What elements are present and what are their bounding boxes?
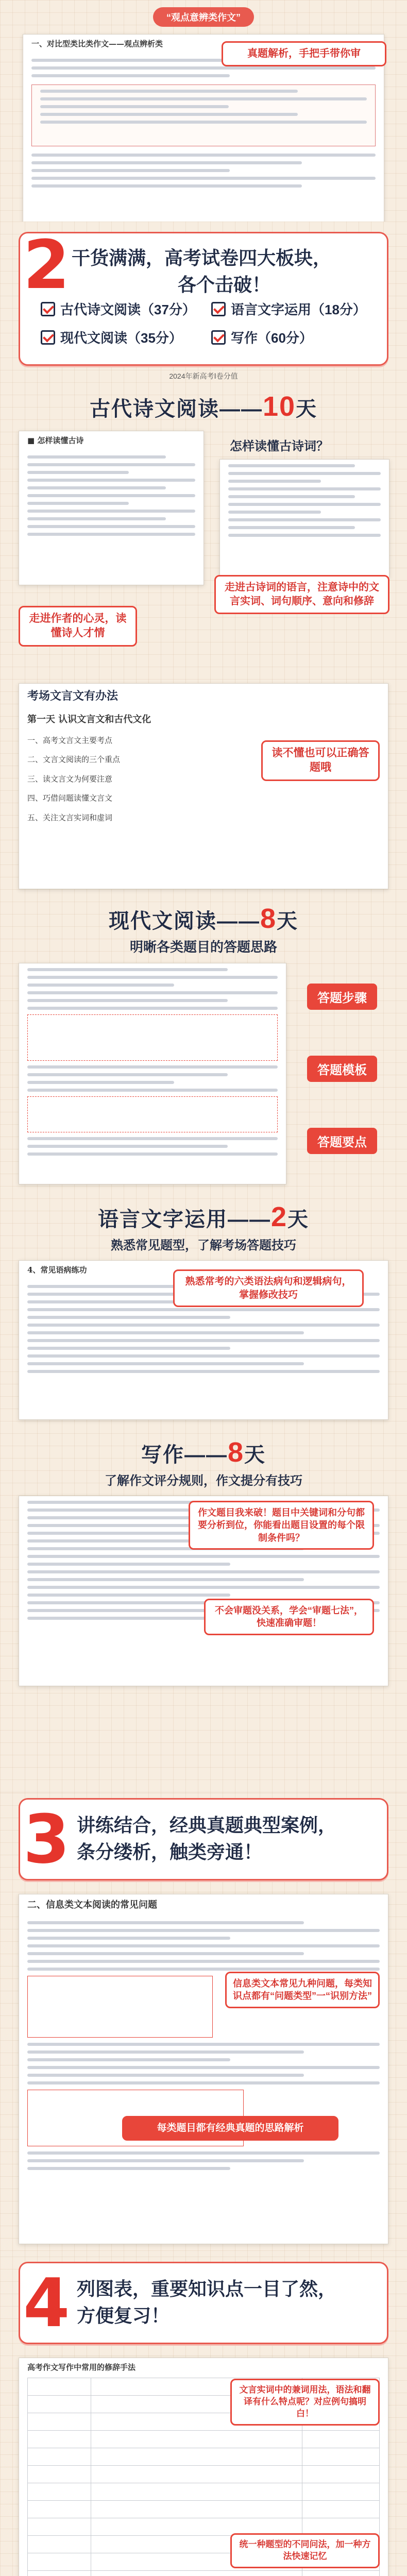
- poetry-scan-2: [219, 459, 389, 578]
- doc-list-1: 一、高考文言文主要考点: [27, 735, 113, 745]
- doc-list-5: 五、关注文言实词和虚词: [27, 812, 113, 822]
- section2-title-line2: 各个击破！: [177, 274, 270, 296]
- item-modern: [41, 328, 201, 347]
- section1-tail: [0, 0, 407, 222]
- banner-pill: “观点意辨类作文”: [153, 7, 254, 27]
- item-writing-label: 写作（60分）: [231, 330, 313, 346]
- section4-title-line1: 列图表，重要知识点一目了然，: [77, 2278, 337, 2299]
- section2-items: [41, 299, 371, 347]
- part3-sub: 熟悉常见题型，了解考场答题技巧: [111, 1239, 296, 1252]
- question-1: 怎样读懂古诗词？: [230, 439, 329, 453]
- part4-days: 8: [227, 1437, 245, 1468]
- bubble-table-b: 统一种题型的不同问法，加一种方法快速记忆: [230, 2533, 380, 2568]
- table-title: 高考作文写作中常用的修辞手法: [27, 2363, 136, 2372]
- section3-title-line1: 讲练结合，经典真题典型案例，: [77, 1815, 337, 1836]
- bubble-writing: 作文题目我来破！题目中关键词和分句都要分析到位，你能看出题目设置的每个限制条件吗？: [189, 1501, 374, 1550]
- part1-bubbles: [19, 582, 388, 693]
- check-icon: [41, 302, 55, 316]
- info-doc-heading: 二、信息类文本阅读的常见问题: [27, 1900, 157, 1910]
- part2-heading: 现代文阅读——8天: [108, 903, 299, 934]
- banner-wrap: [19, 7, 388, 27]
- item-language-label: 语言文字运用（18分）: [231, 302, 366, 317]
- item-writing: [211, 328, 371, 347]
- part1-days: 10: [262, 391, 296, 422]
- doc-heading: 考场文言文有办法: [27, 689, 118, 703]
- part1-heading: 古代诗文阅读——10天: [89, 391, 318, 422]
- bubble-author: 走进作者的心灵，读懂诗人才情: [19, 606, 137, 647]
- bubble-info-types: 信息类文本常见九种问题，每类知识点都有“问题类型”一“识别方法”: [225, 1972, 380, 2008]
- section4-intro-card: [19, 2262, 388, 2344]
- doc-list-3: 三、读文言文为何要注意: [27, 774, 113, 784]
- part3-area: [19, 1260, 388, 1425]
- check-icon: [211, 330, 226, 345]
- part3-unit: 天: [287, 1208, 310, 1231]
- bubble-table-a: 文言实词中的兼词用法，语法和翻译有什么特点呢？对应例句搞明白！: [230, 2379, 380, 2426]
- check-icon: [211, 302, 226, 316]
- part4-unit: 天: [244, 1444, 266, 1466]
- info-text-scan: [19, 1894, 388, 2244]
- part4-heading: 写作——8天: [141, 1437, 266, 1468]
- section4: [0, 2257, 407, 2576]
- bubble-language: 走进古诗词的语言，注意诗中的文言实词、词句顺序、意向和修辞: [214, 575, 389, 614]
- part1-title: 古代诗文阅读: [89, 398, 219, 420]
- section2-number: 2: [23, 226, 70, 304]
- doc-list-4: 四、巧借问题读懂文言文: [27, 793, 113, 803]
- item-language: [211, 299, 371, 318]
- part3-days: 2: [270, 1201, 288, 1232]
- section3-title-line2: 条分缕析，触类旁通！: [77, 1841, 263, 1863]
- section2-intro-card: [19, 226, 388, 366]
- exam-question-box: [31, 84, 376, 146]
- section3-number: 3: [23, 1800, 70, 1878]
- classical-chinese-scan: [19, 683, 388, 889]
- bubble-writing-2: 不会审题没关系，学会“审题七法”，快速准确审题！: [204, 1599, 374, 1635]
- exam-page-heading: 一、对比型类比类作文——观点辨析类: [31, 39, 163, 48]
- doc-list-2: 二、文言文阅读的三个重点: [27, 755, 121, 765]
- poetry-scan: ■ 怎样读懂古诗: [19, 431, 204, 585]
- step-label-2: 答题要点: [307, 1128, 377, 1154]
- part2-sub: 明晰各类题目的答题思路: [129, 939, 277, 955]
- part3-heading: 语言文字运用——2天: [97, 1201, 310, 1232]
- part1-unit: 天: [296, 398, 318, 420]
- step-label-0: 答题步骤: [307, 984, 377, 1010]
- section2-title-line1: 干货满满，高考试卷四大板块，: [72, 247, 332, 268]
- part2-title: 现代文阅读: [108, 910, 217, 933]
- part2-area: [19, 963, 388, 1190]
- check-icon: [41, 330, 55, 345]
- rhetoric-table-scan: [19, 2358, 388, 2576]
- bubble-cannot-read: 读不懂也可以正确答题哦: [261, 740, 380, 781]
- item-modern-label: 现代文阅读（35分）: [60, 330, 182, 346]
- section4-title-line2: 方便复习！: [77, 2305, 170, 2327]
- bubble-practice: 熟悉常考的六类语法病句和逻辑病句，掌握修改技巧: [173, 1269, 364, 1307]
- item-ancient-label: 古代诗文阅读（37分）: [60, 302, 196, 317]
- doc-list-0: 第一天 认识文言文和古代文化: [27, 714, 151, 725]
- part4-area: [19, 1496, 388, 1691]
- section4-number: 4: [23, 2264, 70, 2342]
- section3-intro-card: [19, 1798, 388, 1880]
- step-label-1: 答题模板: [307, 1056, 377, 1082]
- grammar-tag: 4、常见语病练功: [27, 1265, 87, 1275]
- bubble-info-analysis: 每类题目都有经典真题的思路解析: [122, 2116, 338, 2141]
- part2-days: 8: [260, 903, 277, 934]
- section3: [0, 1793, 407, 2257]
- part4-sub: 了解作文评分规则，作文提分有技巧: [105, 1474, 302, 1488]
- modern-reading-scan: [19, 963, 286, 1184]
- part4-title: 写作: [141, 1444, 184, 1466]
- part3-title: 语言文字运用: [97, 1208, 228, 1231]
- part2-unit: 天: [277, 910, 299, 933]
- score-footnote: 2024年新高考Ⅰ卷分值: [169, 372, 238, 380]
- item-ancient: [41, 299, 201, 318]
- section2: [0, 222, 407, 1793]
- callout-bubble: 真题解析，手把手带你审: [222, 41, 386, 66]
